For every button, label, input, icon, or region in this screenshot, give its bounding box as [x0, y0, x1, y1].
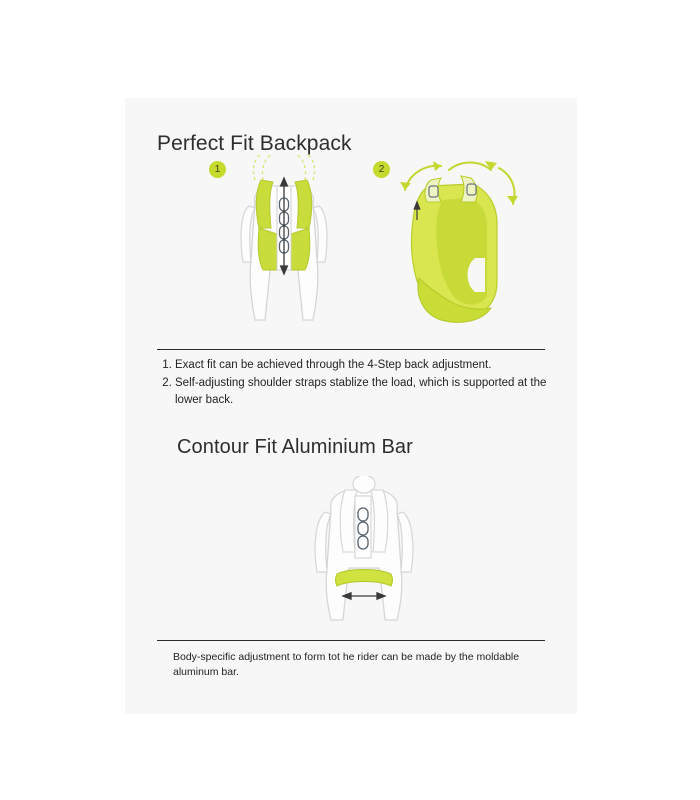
- page-title: Perfect Fit Backpack: [157, 132, 352, 155]
- divider-bottom: [157, 640, 545, 641]
- info-card: [125, 98, 577, 714]
- step-badge-2: 2: [373, 161, 390, 178]
- section-title-contour-fit: Contour Fit Aluminium Bar: [177, 436, 413, 458]
- contour-fit-aluminium-bar-diagram: [299, 476, 429, 626]
- list-item: 1. Exact fit can be achieved through the 4-Step back adjustment.: [175, 357, 575, 374]
- notes-list: [157, 357, 575, 410]
- divider-top: [157, 349, 545, 350]
- contour-fit-caption: Body-specific adjustment to form tot he rider can be made by the moldable aluminum bar.: [173, 651, 520, 678]
- shoulder-strap-diagram: [387, 150, 527, 340]
- list-item: 2. Self-adjusting shoulder straps stablize the load, which is supported at the lower back.: [175, 375, 575, 409]
- step-badge-1: 1: [209, 161, 226, 178]
- back-adjustment-diagram: [225, 150, 345, 340]
